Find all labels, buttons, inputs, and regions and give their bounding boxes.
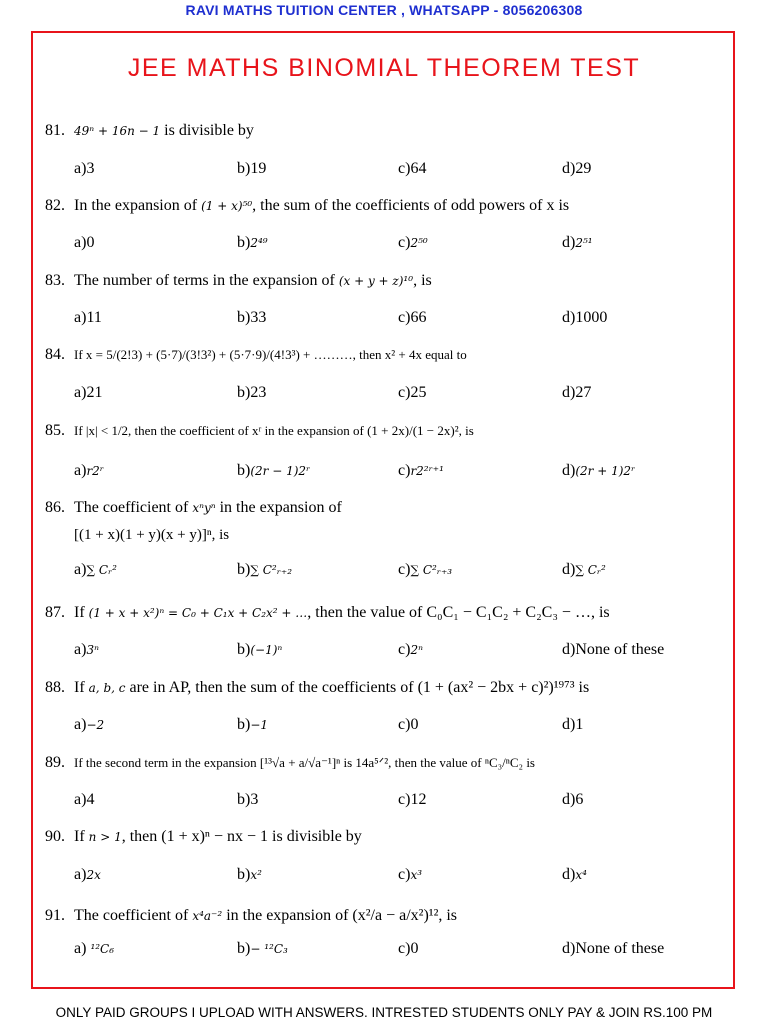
question-text: , then the value of C₀C₁ − C₁C₂ + C₂C₃ − …, is xyxy=(307,604,610,621)
option-d: d)∑ Cᵣ² xyxy=(562,561,606,578)
option-a: a)r2ʳ xyxy=(74,462,104,479)
question-math: (x + y + z)¹⁰ xyxy=(338,274,414,288)
option-a: a)21 xyxy=(74,384,103,401)
option-d: d)None of these xyxy=(562,641,665,658)
question-number: 90. xyxy=(45,828,65,845)
option-a: a)0 xyxy=(74,234,95,251)
option-c: c)x³ xyxy=(398,866,423,883)
option-b: b)33 xyxy=(237,309,267,326)
option-b: b)∑ C²ᵣ₊₂ xyxy=(237,561,293,578)
question-math: (1 + x + x²)ⁿ = C₀ + C₁x + C₂x² + … xyxy=(88,606,308,620)
option-c: c)0 xyxy=(398,940,419,957)
question-text: The coefficient of xyxy=(74,499,193,516)
question-number: 83. xyxy=(45,272,65,289)
question-text: , is xyxy=(413,272,432,289)
option-c: c)2⁵⁰ xyxy=(398,234,428,251)
question-text: , the sum of the coefficients of odd powers of x is xyxy=(252,197,570,214)
option-c: c)12 xyxy=(398,791,427,808)
question-number: 88. xyxy=(45,679,65,696)
option-b: b)−1 xyxy=(237,716,269,733)
option-d: d)None of these xyxy=(562,940,665,957)
question-number: 81. xyxy=(45,122,65,139)
option-a: a)2x xyxy=(74,866,101,883)
question-text: If |x| < 1/2, then the coefficient of xʳ in the expansion of (1 + 2x)/(1 − 2x)², is xyxy=(74,423,474,438)
question-text: are in AP, then the sum of the coefficients of (1 + (ax² − 2bx + c)²)¹⁹⁷³ is xyxy=(125,679,590,696)
option-d: d)x⁴ xyxy=(562,866,587,883)
header-contact: RAVI MATHS TUITION CENTER , WHATSAPP - 8056206308 xyxy=(185,2,583,18)
question-88 xyxy=(45,679,589,697)
question-text: If xyxy=(74,604,89,621)
option-c: c)64 xyxy=(398,160,427,177)
option-d: d)1000 xyxy=(562,309,608,326)
question-89 xyxy=(45,754,535,772)
question-number: 82. xyxy=(45,197,65,214)
question-text: in the expansion of (x²/a − a/x²)¹², is xyxy=(222,907,458,924)
option-d: d)29 xyxy=(562,160,592,177)
question-87 xyxy=(45,604,610,622)
question-number: 91. xyxy=(45,907,65,924)
footer-note: ONLY PAID GROUPS I UPLOAD WITH ANSWERS. INTRESTED STUDENTS ONLY PAY & JOIN RS.100 PM xyxy=(55,1005,713,1020)
option-a: a)3 xyxy=(74,160,95,177)
option-d: d)6 xyxy=(562,791,584,808)
option-c: c)66 xyxy=(398,309,427,326)
option-b: b)(−1)ⁿ xyxy=(237,641,283,658)
question-text: If the second term in the expansion [¹³√a + a/√a⁻¹]ⁿ is 14a⁵ᐟ², then the value of ⁿC₃/ⁿC₂ is xyxy=(74,755,535,770)
option-a: a)∑ Cᵣ² xyxy=(74,561,117,578)
question-number: 85. xyxy=(45,422,65,439)
question-math: xⁿyⁿ xyxy=(192,501,216,515)
question-math: x⁴a⁻² xyxy=(192,909,223,923)
option-d: d)(2r + 1)2ʳ xyxy=(562,462,636,479)
option-a: a)3ⁿ xyxy=(74,641,99,658)
question-86-continuation: [(1 + x)(1 + y)(x + y)]ⁿ, is xyxy=(74,527,230,543)
option-d: d)1 xyxy=(562,716,584,733)
question-83 xyxy=(45,272,432,290)
question-text: , then (1 + x)ⁿ − nx − 1 is divisible by xyxy=(121,828,362,845)
test-title: JEE MATHS BINOMIAL THEOREM TEST xyxy=(127,54,641,82)
option-a: a)11 xyxy=(74,309,102,326)
option-b: b)− ¹²C₃ xyxy=(237,940,288,957)
question-text: If x = 5/(2!3) + (5·7)/(3!3²) + (5·7·9)/(4!3³) + ………, then x² + 4x equal to xyxy=(74,347,467,362)
option-c: c)0 xyxy=(398,716,419,733)
option-b: b)(2r − 1)2ʳ xyxy=(237,462,311,479)
option-d: d)2⁵¹ xyxy=(562,234,593,251)
question-number: 87. xyxy=(45,604,65,621)
question-91 xyxy=(45,907,457,925)
question-text: In the expansion of xyxy=(74,197,202,214)
option-c: c)r2²ʳ⁺¹ xyxy=(398,462,444,479)
question-82 xyxy=(45,197,569,215)
question-math: n > 1 xyxy=(88,830,122,844)
option-b: b)3 xyxy=(237,791,259,808)
question-84 xyxy=(45,346,467,364)
question-text: is divisible by xyxy=(160,122,254,139)
question-math: a, b, c xyxy=(88,681,126,695)
question-math: 49ⁿ + 16n − 1 xyxy=(74,124,161,138)
option-a: a)4 xyxy=(74,791,95,808)
question-text: If xyxy=(74,679,89,696)
option-b: b)19 xyxy=(237,160,267,177)
question-text: The number of terms in the expansion of xyxy=(74,272,339,289)
option-d: d)27 xyxy=(562,384,592,401)
question-81 xyxy=(45,122,254,140)
question-math: (1 + x)⁵⁰ xyxy=(201,199,253,213)
option-c: c)∑ C²ᵣ₊₃ xyxy=(398,561,453,578)
question-86 xyxy=(45,499,342,517)
question-number: 84. xyxy=(45,346,65,363)
option-c: c)2ⁿ xyxy=(398,641,423,658)
question-text: If xyxy=(74,828,89,845)
question-90 xyxy=(45,828,362,846)
question-number: 86. xyxy=(45,499,65,516)
option-a: a) ¹²C₆ xyxy=(74,940,115,957)
option-b: b)x² xyxy=(237,866,262,883)
option-b: b)23 xyxy=(237,384,267,401)
option-b: b)2⁴⁹ xyxy=(237,234,268,251)
question-text: in the expansion of xyxy=(215,499,342,516)
option-c: c)25 xyxy=(398,384,427,401)
question-number: 89. xyxy=(45,754,65,771)
question-text: The coefficient of xyxy=(74,907,193,924)
option-a: a)−2 xyxy=(74,716,105,733)
question-85 xyxy=(45,422,474,440)
